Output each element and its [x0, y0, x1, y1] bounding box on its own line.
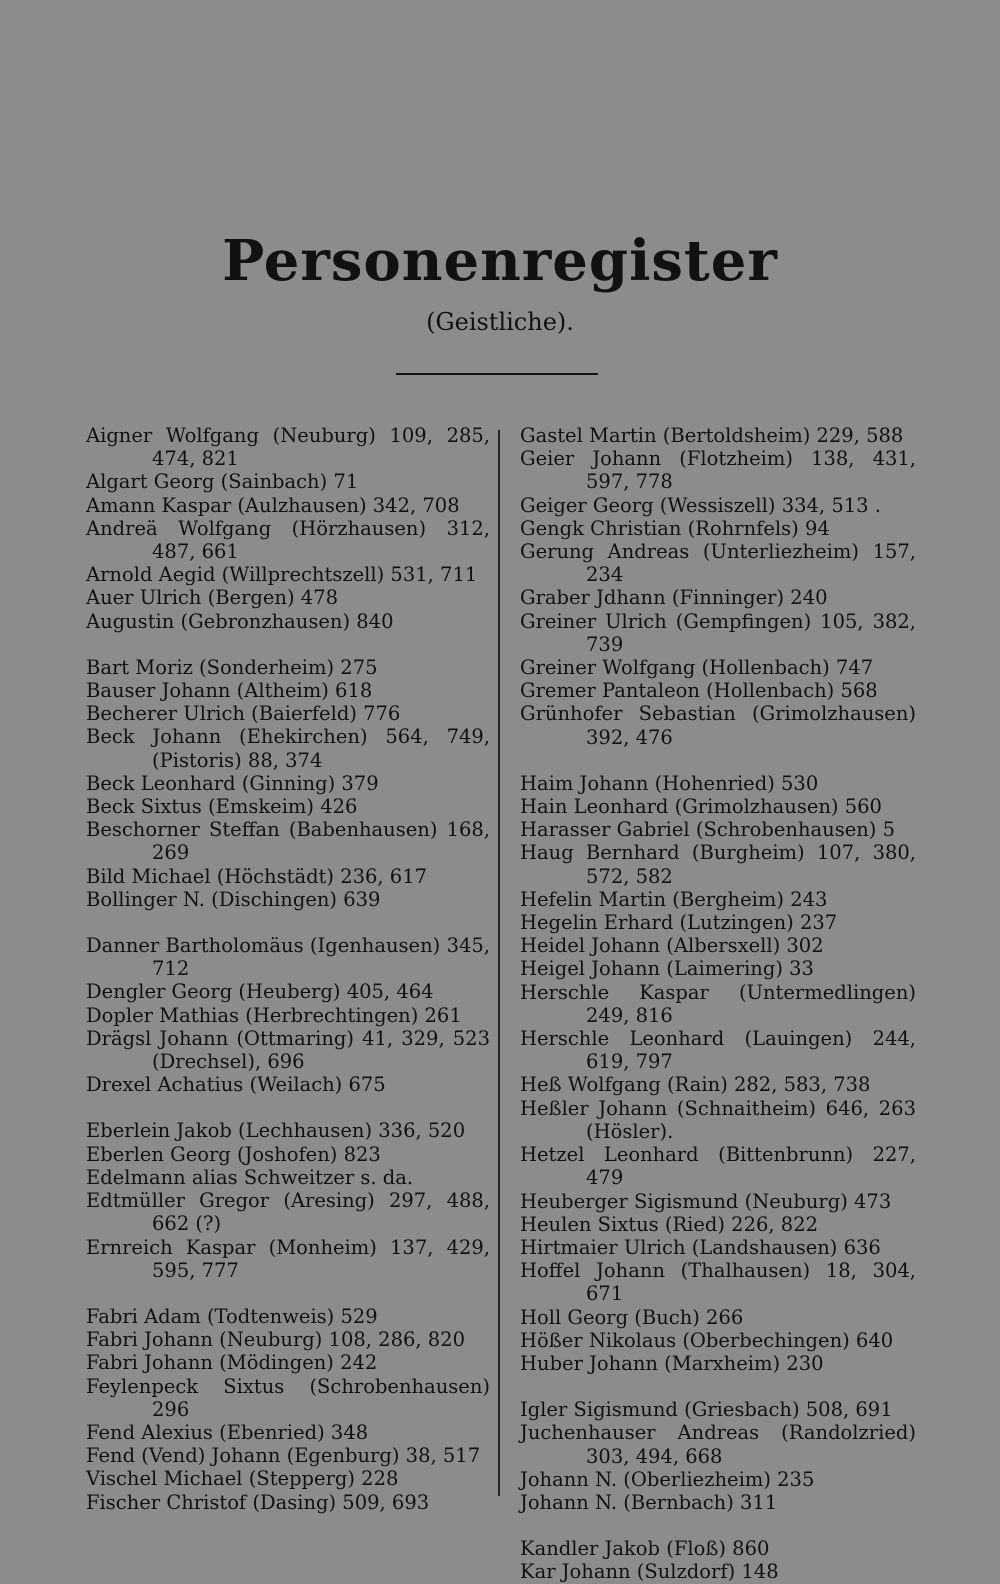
letter-group-gap [86, 633, 490, 656]
register-entry: Gengk Christian (Rohrnfels) 94 [520, 516, 830, 540]
register-entry: Fabri Adam (Todtenweis) 529 [86, 1304, 378, 1328]
page-subtitle: (Geistliche). [426, 308, 574, 336]
register-entry: Greiner Wolfgang (Hollenbach) 747 [520, 656, 874, 680]
register-entry: Fend (Vend) Johann (Egenburg) 38, 517 [86, 1444, 481, 1468]
register-entry: Edtmüller Gregor (Aresing) 297, 488, 662 (?) [86, 1189, 490, 1236]
register-entry: Drägsl Johann (Ottmaring) 41, 329, 523 (Drechsel), 696 [86, 1026, 490, 1074]
register-entry: Gremer Pantaleon (Hollenbach) 568 [520, 679, 878, 703]
register-entry: Heidel Johann (Albersxell) 302 [520, 934, 824, 958]
register-entry: Dengler Georg (Heuberg) 405, 464 [86, 980, 434, 1004]
register-entry: Huber Johann (Marxheim) 230 [520, 1351, 824, 1375]
register-entry: Herschle Leonhard (Lauingen) 244, 619, 797 [520, 1027, 916, 1074]
register-entry: Fabri Johann (Neuburg) 108, 286, 820 [86, 1328, 466, 1352]
letter-group-gap [86, 911, 490, 934]
register-entry: Beck Sixtus (Emskeim) 426 [86, 795, 358, 819]
register-entry: Dopler Mathias (Herbrechtingen) 261 [86, 1003, 462, 1027]
register-entry: Heuberger Sigismund (Neuburg) 473 [520, 1189, 892, 1213]
register-entry: Johann N. (Oberliezheim) 235 [520, 1467, 815, 1491]
register-entry: Eberlein Jakob (Lechhausen) 336, 520 [86, 1119, 466, 1143]
right-column [520, 424, 916, 1584]
register-entry: Igler Sigismund (Griesbach) 508, 691 [520, 1398, 893, 1422]
register-entry: Drexel Achatius (Weilach) 675 [86, 1073, 386, 1097]
register-entry: Heulen Sixtus (Ried) 226, 822 [520, 1212, 819, 1236]
register-entry: Danner Bartholomäus (Igenhausen) 345, 712 [86, 934, 490, 981]
register-entry: Aigner Wolfgang (Neuburg) 109, 285, 474, 821 [86, 424, 490, 471]
letter-group-gap [520, 749, 916, 772]
register-entry: Auer Ulrich (Bergen) 478 [86, 586, 339, 610]
register-entry: Harasser Gabriel (Schrobenhausen) 5 [520, 818, 896, 842]
register-entry: Feylenpeck Sixtus (Schrobenhausen) 296 [86, 1374, 490, 1421]
register-entry: Heß Wolfgang (Rain) 282, 583, 738 [520, 1073, 871, 1097]
register-entry: Fischer Christof (Dasing) 509, 693 [86, 1490, 430, 1514]
register-entry: Heßler Johann (Schnaitheim) 646, 263 (Hösler). [520, 1096, 916, 1143]
column-divider [498, 430, 500, 1496]
letter-group-gap [520, 1514, 916, 1537]
register-entry: Graber Jdhann (Finninger) 240 [520, 586, 828, 610]
register-entry: Arnold Aegid (Willprechtszell) 531, 711 [86, 563, 478, 587]
register-entry: Juchenhauser Andreas (Randolzried) 303, 494, 668 [520, 1421, 916, 1468]
letter-group-gap [86, 1282, 490, 1305]
register-entry: Edelmann alias Schweitzer s. da. [86, 1165, 414, 1189]
title-rule [396, 373, 598, 375]
register-entry: Beschorner Steffan (Babenhausen) 168, 269 [86, 818, 490, 865]
left-column [86, 424, 490, 1514]
register-entry: Fend Alexius (Ebenried) 348 [86, 1420, 369, 1444]
register-entry: Haug Bernhard (Burgheim) 107, 380, 572, 582 [520, 841, 916, 888]
register-entry: Hetzel Leonhard (Bittenbrunn) 227, 479 [520, 1143, 916, 1190]
register-entry: Fabri Johann (Mödingen) 242 [86, 1351, 378, 1375]
register-entry: Hefelin Martin (Bergheim) 243 [520, 887, 828, 911]
register-entry: Hegelin Erhard (Lutzingen) 237 [520, 911, 838, 935]
register-entry: Gastel Martin (Bertoldsheim) 229, 588 [520, 424, 904, 447]
register-entry: Hain Leonhard (Grimolzhausen) 560 [520, 795, 882, 819]
register-entry: Gerung Andreas (Unterliezheim) 157, 234 [520, 540, 916, 587]
register-entry: Geier Johann (Flotzheim) 138, 431, 597, 778 [520, 447, 916, 494]
register-entry: Hößer Nikolaus (Oberbechingen) 640 [520, 1328, 894, 1352]
page-title: Personenregister [222, 228, 778, 294]
letter-group-gap [86, 1096, 490, 1119]
register-entry: Johann N. (Bernbach) 311 [520, 1490, 778, 1514]
register-entry: Herschle Kaspar (Untermedlingen) 249, 816 [520, 980, 916, 1027]
register-entry: Bild Michael (Höchstädt) 236, 617 [86, 864, 428, 888]
register-entry: Bauser Johann (Altheim) 618 [86, 679, 373, 703]
register-entry: Beck Johann (Ehekirchen) 564, 749, (Pistoris) 88, 374 [86, 725, 490, 772]
register-entry: Kar Johann (Sulzdorf) 148 [520, 1560, 779, 1584]
register-entry: Ernreich Kaspar (Monheim) 137, 429, 595, 777 [86, 1235, 490, 1282]
register-entry: Bollinger N. (Dischingen) 639 [86, 887, 381, 911]
register-entry: Geiger Georg (Wessiszell) 334, 513 . [520, 493, 881, 517]
register-entry: Andreä Wolfgang (Hörzhausen) 312, 487, 661 [86, 516, 490, 564]
register-entry: Algart Georg (Sainbach) 71 [86, 470, 359, 494]
letter-group-gap [520, 1375, 916, 1398]
register-entry: Vischel Michael (Stepperg) 228 [86, 1467, 399, 1491]
register-entry: Greiner Ulrich (Gempfingen) 105, 382, 739 [520, 609, 916, 656]
register-entry: Haim Johann (Hohenried) 530 [520, 771, 819, 795]
register-entry: Bart Moriz (Sonderheim) 275 [86, 655, 378, 679]
register-entry: Hirtmaier Ulrich (Landshausen) 636 [520, 1235, 881, 1259]
register-entry: Amann Kaspar (Aulzhausen) 342, 708 [86, 493, 460, 517]
register-entry: Becherer Ulrich (Baierfeld) 776 [86, 702, 401, 726]
register-entry: Hoffel Johann (Thalhausen) 18, 304, 671 [520, 1259, 916, 1306]
register-entry: Kandler Jakob (Floß) 860 [520, 1537, 770, 1561]
register-entry: Eberlen Georg (Joshofen) 823 [86, 1142, 381, 1166]
register-entry: Beck Leonhard (Ginning) 379 [86, 771, 379, 795]
register-entry: Holl Georg (Buch) 266 [520, 1305, 744, 1329]
register-entry: Augustin (Gebronzhausen) 840 [86, 609, 394, 633]
register-entry: Grünhofer Sebastian (Grimolzhausen) 392, 476 [520, 702, 916, 749]
register-entry: Heigel Johann (Laimering) 33 [520, 957, 814, 981]
